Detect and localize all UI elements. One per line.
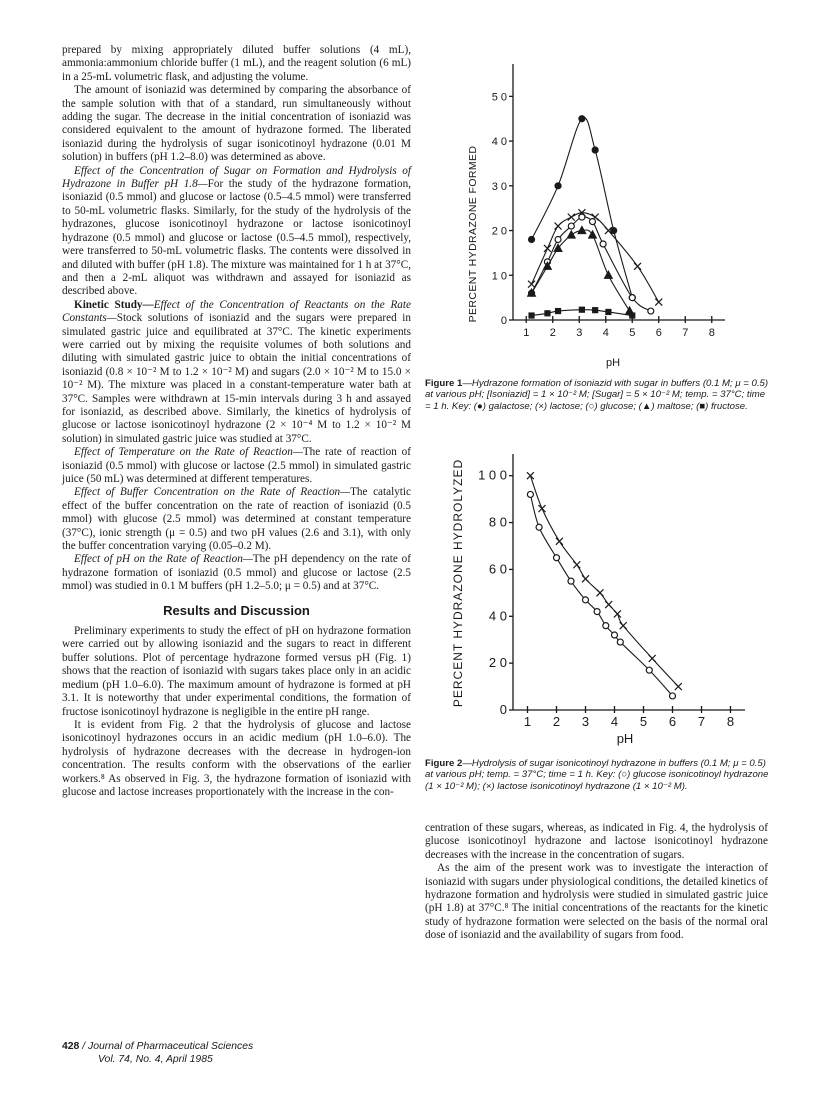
data-point xyxy=(655,299,662,306)
figure-1-chart xyxy=(440,44,770,374)
paragraph: Preliminary experiments to study the effect of pH on hydrazone formation were carried out by allowing isoniazid and the sugars to react in different buffer solutions. Plot of percentage hydrazone formed versus pH (Fig. 1) shows that the reaction of isoniazid with sugars takes place only in an acidic medium (pH 1.0–6.0). The maximum amount of hydrazone is formed at pH 3.1. It is noteworthy that under experimental conditions, the formation of fructose isonicotinoyl hydrazone is negligible in the entire pH range. xyxy=(62,625,411,718)
data-point xyxy=(605,601,612,608)
paragraph xyxy=(62,553,411,593)
paragraph-body: The rate of reaction of isoniazid (0.5 mmol) with glucose or lactose (2.5 mmol) in simulated gastric juice (50 mL) was determined at different temperatures. xyxy=(62,446,411,485)
data-point xyxy=(554,555,560,561)
data-point xyxy=(528,281,535,288)
x-tick-label: 5 xyxy=(639,714,648,729)
caption-text: —Hydrazone formation of isoniazid with sugar in buffers (0.1 M; μ = 0.5) at various pH; [Isoniazid] = 1 × 10⁻² M; [Sugar] = 5 × 10⁻² M; temp. = 37°C; time = 1 h. Key: (●) galactose; (×) lactose; (○) glucose; (▲) maltose; (■) fructose. xyxy=(425,378,769,412)
subheading: Effect of the Concentration of Sugar on Formation and Hydrolysis of Hydrazone in Buffer pH 1.8— xyxy=(62,164,411,191)
data-point xyxy=(529,313,534,318)
data-point xyxy=(649,655,656,662)
series-line xyxy=(532,230,630,311)
data-point xyxy=(670,693,676,699)
data-point xyxy=(600,241,606,247)
data-point xyxy=(529,236,535,242)
x-tick-label: 8 xyxy=(726,714,735,729)
left-column xyxy=(62,44,411,799)
x-tick-label: 6 xyxy=(655,327,662,339)
data-point xyxy=(646,667,652,673)
paragraph xyxy=(62,165,411,299)
data-point xyxy=(568,578,574,584)
series-line xyxy=(530,476,678,687)
x-tick-label: 1 xyxy=(523,714,532,729)
data-point xyxy=(620,622,627,629)
right-column xyxy=(425,822,768,943)
data-point xyxy=(579,116,585,122)
figure-label: Figure 1 xyxy=(425,378,463,389)
y-tick-label: 1 0 0 xyxy=(478,467,507,483)
data-point xyxy=(536,524,542,530)
data-point xyxy=(579,307,584,312)
data-point xyxy=(568,231,576,238)
data-point xyxy=(590,219,596,225)
journal-volume: Vol. 74, No. 4, April 1985 xyxy=(98,1053,213,1065)
data-point xyxy=(545,311,550,316)
data-point xyxy=(614,610,621,617)
data-point xyxy=(648,308,654,314)
x-tick-label: 4 xyxy=(610,714,619,729)
paragraph: The amount of isoniazid was determined by comparing the absorbance of the sample solution with that of a standard, run simultaneously without adding the sugar. The decrease in the initial concentration of isoniazid was considered equivalent to the amount of hydrazone formed. The liberated isoniazid during the hydrolysis of sugar isonicotinoyl hydrazone (0.01 M solution) in buffers (pH 1.2–8.0) was determined as above. xyxy=(62,84,411,164)
page-number: 428 xyxy=(62,1041,80,1052)
data-point xyxy=(597,589,604,596)
paragraph-body: Stock solutions of isoniazid and the sugars were prepared in simulated gastric juice and equilibrated at 37°C. The kinetic experiments were carried out by mixing the requisite volumes of both solutions and diluting with simulated gastric juice to obtain the initial concentrations of isoniazid (0.8 × 10⁻² M to 1.2 × 10⁻² M) and sugars (2.0 × 10⁻² M to 15.0 × 10⁻² M). The mixture was placed in a constant-temperature water bath at 37°C. Samples were withdrawn at 15-min intervals during 3 h and assayed for isoniazid, as described above. Similarly, the kinetics of hydrolysis of glucose or lactose isonicotinoyl hydrazone (2 × 10⁻⁴ M to 1.2 × 10⁻² M solution) in simulated gastric juice was studied at 37°C. xyxy=(62,312,411,445)
paragraph: prepared by mixing appropriately diluted buffer solutions (4 mL), ammonia:ammonium chloride buffer (1 mL), and the reagent solution (6 mL) in a 25-mL volumetric flask, and adjusting the volume. xyxy=(62,44,411,83)
data-point xyxy=(573,561,580,568)
paragraph-body: For the study of the hydrazone formation, isoniazid (0.5 mmol) and glucose or lactose (0.5–4.5 mmol) were transferred to 50-mL volumetric flasks. Similarly, for the study of the hydrolysis of the hydrazones, glucose isonicotinoyl hydrazone or lactose isonicotinoyl hydrazone (0.5 mmol) and glucose or lactose (0.5–4.5 mmol), respectively, were transferred to 50-mL volumetric flasks. The contents were dissolved in and diluted with buffer (pH 1.8). The mixture was maintained for 1 h at 37°C, and then a 2-mL aliquot was withdrawn and assayed for isoniazid as described above. xyxy=(62,178,411,298)
data-point xyxy=(556,538,563,545)
caption-text: —Hydrolysis of sugar isonicotinoyl hydrazone in buffers (0.1 M; μ = 0.5) at various pH; temp. = 37°C; time = 1 h. Key: (○) glucose isonicotinoyl hydrazone (1 × 10⁻² M); (×) lactose isonicotinoyl hydrazone (1 × 10⁻² M). xyxy=(425,758,769,792)
y-tick-label: 5 0 xyxy=(491,91,507,104)
x-tick-label: 8 xyxy=(708,327,715,339)
data-point xyxy=(556,309,561,314)
x-tick-label: 3 xyxy=(576,327,583,339)
y-tick-label: 2 0 xyxy=(491,225,507,238)
data-point xyxy=(544,245,551,252)
paragraph-body: The pH dependency on the rate of hydrazone formation of isoniazid (0.5 mmol) and glucose or lactose (2.5 mmol) was studied in 0.1 M buffers (pH 1.2–5.0; μ = 0.5) and at 37°C. xyxy=(62,553,411,593)
data-point xyxy=(527,472,534,479)
data-point xyxy=(592,147,598,153)
x-tick-label: 2 xyxy=(552,714,561,729)
data-point xyxy=(568,223,574,229)
figure-2-caption xyxy=(425,758,770,792)
data-point xyxy=(568,214,575,221)
subheading: Effect of Temperature on the Rate of Reaction— xyxy=(74,446,303,459)
data-point xyxy=(594,609,600,615)
paragraph: centration of these sugars, whereas, as indicated in Fig. 4, the hydrolysis of glucose isonicotinoyl hydrazone and lactose isonicotinoyl hydrazone decreases with the increase in the concentration of sugars. xyxy=(425,822,768,861)
data-point xyxy=(582,575,589,582)
figure-2-chart xyxy=(440,446,770,746)
data-point xyxy=(606,309,611,314)
y-tick-label: 0 xyxy=(500,315,507,327)
paragraph: It is evident from Fig. 2 that the hydrolysis of glucose and lactose isonicotinoyl hydrazones occurs in an acidic medium (pH 1.0–6.0). The hydrolysis of hydrazone decreases with the decrease in hydrogen-ion concentration. The results conform with the observations of the earlier workers.⁸ As observed in Fig. 3, the hydrazone formation of isoniazid with glucose and lactose increases proportionately with the increase in the con- xyxy=(62,718,411,798)
y-axis-label: PERCENT HYDRAZONE HYDROLYZED xyxy=(451,458,465,708)
subheading: Effect of pH on the Rate of Reaction— xyxy=(74,553,253,566)
y-axis-label: PERCENT HYDRAZONE FORMED xyxy=(467,145,479,323)
data-point xyxy=(593,308,598,313)
data-point xyxy=(612,632,618,638)
x-tick-label: 3 xyxy=(581,714,590,729)
section-title: Results and Discussion xyxy=(163,602,310,618)
y-tick-label: 3 0 xyxy=(491,180,507,193)
x-axis-label: pH xyxy=(605,357,621,369)
data-point xyxy=(579,214,585,220)
figure-1-caption xyxy=(425,378,770,412)
data-point xyxy=(611,228,617,234)
data-point xyxy=(617,639,623,645)
data-point xyxy=(634,263,641,270)
data-point xyxy=(675,683,682,690)
y-tick-label: 4 0 xyxy=(491,136,507,149)
x-tick-label: 7 xyxy=(682,327,689,339)
data-point xyxy=(605,271,613,278)
y-tick-label: 0 xyxy=(499,702,507,717)
subheading: Effect of the Concentration of Reactants on the Rate Constants— xyxy=(62,298,411,325)
section-heading-kinetic: Kinetic Study— xyxy=(74,298,154,311)
x-axis-label: pH xyxy=(616,731,634,746)
x-tick-label: 1 xyxy=(523,327,530,339)
journal-name: / Journal of Pharmaceutical Sciences xyxy=(82,1041,254,1052)
paragraph: As the aim of the present work was to investigate the interaction of isoniazid with sugars under physiological conditions, the detailed kinetics of hydrazone formation and hydrolysis were studied in simulated gastric juice (pH 1.8) at 37°C.⁸ The initial concentrations of the reactants for the kinetic study of hydrazone formation were selected on the basis of the normal oral dose of isoniazid and the availability of sugars from food. xyxy=(425,862,768,942)
x-tick-label: 7 xyxy=(697,714,706,729)
y-tick-label: 6 0 xyxy=(488,561,507,577)
data-point xyxy=(555,183,561,189)
data-point xyxy=(555,236,561,242)
paragraph xyxy=(62,446,411,486)
paragraph xyxy=(62,486,411,553)
subheading: Effect of Buffer Concentration on the Rate of Reaction— xyxy=(74,486,351,499)
paragraph-body: The catalytic effect of the buffer concentration on the rate of reaction of isoniazid (0.5 mmol) with glucose (2.5 mmol) was determined at constant temperature (37°C), ionic strength (μ = 0.5) and two pH values (2.6 and 3.1), with only the buffer concentration varying (0.05–0.2 M). xyxy=(62,486,411,553)
data-point xyxy=(603,623,609,629)
figure-label: Figure 2 xyxy=(425,758,463,769)
y-tick-label: 2 0 xyxy=(488,655,507,671)
data-point xyxy=(527,491,533,497)
y-tick-label: 4 0 xyxy=(488,608,507,624)
y-tick-label: 1 0 xyxy=(491,270,507,283)
data-point xyxy=(583,597,589,603)
y-tick-label: 8 0 xyxy=(488,514,507,530)
page-footer xyxy=(62,1041,253,1066)
x-tick-label: 4 xyxy=(602,327,609,339)
x-tick-label: 6 xyxy=(668,714,677,729)
x-tick-label: 5 xyxy=(629,327,636,339)
data-point xyxy=(629,295,635,301)
data-point xyxy=(539,505,546,512)
data-point xyxy=(630,313,635,318)
paragraph xyxy=(62,299,411,446)
data-point xyxy=(555,223,562,230)
x-tick-label: 2 xyxy=(549,327,556,339)
